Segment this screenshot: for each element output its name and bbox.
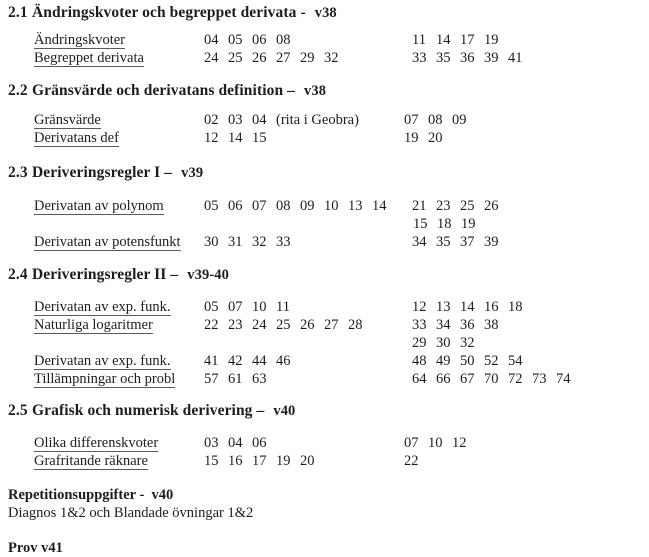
exercise-number: 34: [436, 317, 451, 333]
exercise-number: 39: [484, 234, 499, 250]
exercise-number: 13: [436, 299, 451, 315]
section-2-3: [0, 148, 649, 252]
exercise-number: 25: [276, 317, 291, 333]
section-rows: [0, 198, 649, 252]
exercise-number: 54: [508, 353, 523, 369]
exercise-number: 26: [300, 317, 315, 333]
right-exercise-numbers: [412, 299, 532, 316]
exercise-number: 61: [228, 371, 243, 387]
exercise-number: 16: [484, 299, 499, 315]
exercise-number: 46: [276, 353, 291, 369]
exercise-number: 41: [508, 50, 523, 66]
section-rows: [0, 32, 649, 68]
exercise-number: 07: [252, 198, 267, 214]
right-exercise-numbers: [412, 335, 484, 352]
topic-label: Gränsvärde: [34, 112, 101, 128]
exercise-number: 11: [276, 299, 290, 315]
topic-row: [0, 234, 649, 252]
left-exercise-numbers: [204, 371, 412, 388]
exercise-number: 13: [348, 198, 363, 214]
topic-label: Derivatans def: [34, 130, 119, 146]
exercise-number: 31: [228, 234, 243, 250]
exercise-number: 29: [300, 50, 315, 66]
exercise-number: 14: [436, 32, 451, 48]
section-2-4: [0, 252, 649, 389]
section-2-1: [0, 0, 649, 68]
topic-label: Tillämpningar och probl: [34, 371, 176, 387]
exercise-number: 37: [460, 234, 475, 250]
right-exercise-numbers: [412, 198, 508, 215]
exercise-number: 11: [412, 32, 426, 48]
exercise-number: 57: [204, 371, 219, 387]
topic-label: Olika differenskvoter: [34, 435, 159, 451]
section-week: v39: [181, 165, 204, 181]
topic-row: [0, 32, 649, 50]
section-number: 2.1: [8, 4, 28, 21]
exercise-number: 26: [484, 198, 499, 214]
exercise-number: 20: [428, 130, 443, 146]
exercise-number: 15: [252, 130, 267, 146]
exercise-number: 32: [324, 50, 339, 66]
exercise-number: 08: [276, 198, 291, 214]
exercise-number: 30: [204, 234, 219, 250]
topic-row-continuation: [0, 216, 649, 234]
exercise-number: 44: [252, 353, 267, 369]
topic-row: [0, 50, 649, 68]
section-2-2: [0, 68, 649, 148]
left-exercise-numbers: [204, 435, 412, 452]
exercise-number: 03: [228, 112, 243, 128]
topic-label: Grafritande räknare: [34, 453, 148, 469]
exercise-number: 20: [300, 453, 315, 469]
section-heading: [0, 402, 649, 420]
exercise-number: 12: [452, 435, 467, 451]
right-exercise-numbers: [412, 234, 508, 251]
section-week: v38: [304, 83, 327, 99]
topic-label: Naturliga logaritmer: [34, 317, 153, 333]
exercise-number: 02: [204, 112, 219, 128]
exercise-number: 27: [276, 50, 291, 66]
exercise-number: 67: [460, 371, 475, 387]
exercise-number: 35: [436, 234, 451, 250]
exercise-number: 05: [204, 299, 219, 315]
exercise-number: 07: [228, 299, 243, 315]
section-title: Gränsvärde och derivatans definition –: [32, 82, 296, 99]
topic-label: Derivatan av polynom: [34, 198, 164, 214]
topic-row: [0, 198, 649, 216]
section-week: v39-40: [187, 267, 229, 283]
exercise-number: 19: [276, 453, 291, 469]
section-heading: [0, 82, 649, 100]
topic-label: Begreppet derivata: [34, 50, 144, 66]
exercise-number: 24: [204, 50, 219, 66]
exercise-number: 33: [276, 234, 291, 250]
exercise-number: 14: [228, 130, 243, 146]
exercise-number: 38: [484, 317, 499, 333]
topic-row: [0, 353, 649, 371]
exercise-number: 49: [436, 353, 451, 369]
exercise-number: 23: [436, 198, 451, 214]
exercise-number: 50: [460, 353, 475, 369]
exam-text: Prov v41: [8, 540, 63, 556]
exercise-number: 32: [252, 234, 267, 250]
section-number: 2.2: [8, 82, 28, 99]
exercise-number: 33: [412, 50, 427, 66]
section-2-5: [0, 389, 649, 471]
exercise-number: 10: [428, 435, 443, 451]
exercise-number: 25: [460, 198, 475, 214]
exercise-number: 63: [252, 371, 267, 387]
exercise-number: 34: [412, 234, 427, 250]
right-exercise-numbers: [412, 32, 508, 49]
left-exercise-numbers: [204, 299, 412, 316]
exercise-number: 70: [484, 371, 499, 387]
exercise-number: 10: [252, 299, 267, 315]
section-number: 2.3: [8, 164, 28, 181]
exercise-number: 04: [252, 112, 267, 128]
right-exercise-numbers: [412, 353, 532, 370]
exercise-number: 07: [404, 435, 419, 451]
exercise-number: 14: [460, 299, 475, 315]
section-rows: [0, 299, 649, 389]
exercise-number: 08: [276, 32, 291, 48]
exercise-number: 09: [452, 112, 467, 128]
exercise-number: 04: [228, 435, 243, 451]
left-exercise-numbers: [204, 112, 412, 129]
section-heading: [0, 266, 649, 284]
exercise-number: 12: [412, 299, 427, 315]
section-title: Deriveringsregler II –: [32, 266, 179, 283]
exercise-number: 06: [228, 198, 243, 214]
exercise-number: 27: [324, 317, 339, 333]
exercise-number: 22: [404, 453, 419, 469]
exercise-number: 23: [228, 317, 243, 333]
exercise-number: 19: [404, 130, 419, 146]
exercise-number: 09: [300, 198, 315, 214]
exercise-number: 07: [404, 112, 419, 128]
exercise-number: 08: [428, 112, 443, 128]
exercise-number: 18: [508, 299, 523, 315]
repetition-heading: Repetitionsuppgifter - v40: [8, 487, 174, 503]
exercise-number: 06: [252, 32, 267, 48]
section-title: Deriveringsregler I –: [32, 164, 173, 181]
left-exercise-numbers: [204, 353, 412, 370]
exercise-number: 32: [460, 335, 475, 351]
exercise-number: 64: [412, 371, 427, 387]
section-number: 2.4: [8, 266, 28, 283]
exercise-number: 48: [412, 353, 427, 369]
right-exercise-numbers: [404, 112, 476, 129]
right-exercise-numbers: [404, 435, 476, 452]
right-exercise-numbers: [404, 453, 428, 470]
topic-row: [0, 299, 649, 317]
exercise-number: 16: [228, 453, 243, 469]
right-exercise-numbers: [412, 371, 580, 388]
exercise-number: 03: [204, 435, 219, 451]
exercise-number: 52: [484, 353, 499, 369]
exercise-number: 17: [252, 453, 267, 469]
topic-label: Ändringskvoter: [34, 32, 126, 48]
exercise-number: 35: [436, 50, 451, 66]
topic-row: [0, 130, 649, 148]
topic-row: [0, 435, 649, 453]
section-heading: [0, 4, 649, 22]
exercise-note: (rita i Geobra): [276, 112, 359, 128]
section-number: 2.5: [8, 402, 28, 419]
section-rows: [0, 435, 649, 471]
section-heading: [0, 164, 649, 182]
topic-label: Derivatan av potensfunkt: [34, 234, 181, 250]
left-exercise-numbers: [204, 234, 412, 251]
exercise-number: 29: [412, 335, 427, 351]
topic-label: Derivatan av exp. funk.: [34, 353, 171, 369]
exercise-number: 26: [252, 50, 267, 66]
right-exercise-numbers: [412, 50, 532, 67]
exercise-number: 18: [437, 216, 452, 232]
exercise-number: 05: [228, 32, 243, 48]
topic-row-continuation: [0, 335, 649, 353]
exercise-number: 36: [460, 317, 475, 333]
section-week: v38: [314, 5, 337, 21]
topic-row: [0, 371, 649, 389]
exercise-number: 74: [556, 371, 571, 387]
topic-label: Derivatan av exp. funk.: [34, 299, 171, 315]
exercise-number: 42: [228, 353, 243, 369]
section-title: Ändringskvoter och begreppet derivata -: [32, 4, 306, 21]
exercise-number: 17: [460, 32, 475, 48]
right-exercise-numbers: [412, 317, 508, 334]
right-exercise-numbers: [404, 130, 452, 147]
exercise-number: 41: [204, 353, 219, 369]
exercise-number: 19: [484, 32, 499, 48]
exercise-number: 15: [413, 216, 428, 232]
exercise-number: 04: [204, 32, 219, 48]
left-exercise-numbers: [204, 32, 412, 49]
exercise-number: 06: [252, 435, 267, 451]
left-exercise-numbers: [204, 317, 412, 334]
left-exercise-numbers: [204, 130, 412, 147]
exercise-number: 21: [412, 198, 427, 214]
exercise-number: 24: [252, 317, 267, 333]
exercise-number: 10: [324, 198, 339, 214]
exercise-number: 33: [412, 317, 427, 333]
exercise-number: 39: [484, 50, 499, 66]
exercise-number: 66: [436, 371, 451, 387]
exercise-number: 15: [204, 453, 219, 469]
topic-row: [0, 453, 649, 471]
exercise-number: 19: [461, 216, 476, 232]
left-exercise-numbers: [204, 50, 412, 67]
exercise-number: 72: [508, 371, 523, 387]
left-exercise-numbers: [204, 453, 412, 470]
footer-block: [0, 471, 649, 557]
exercise-number: 36: [460, 50, 475, 66]
right-exercise-numbers: [413, 216, 485, 233]
exercise-number: 05: [204, 198, 219, 214]
exercise-number: 12: [204, 130, 219, 146]
exercise-number: 28: [348, 317, 363, 333]
exercise-number: 25: [228, 50, 243, 66]
exercise-number: 30: [436, 335, 451, 351]
section-rows: [0, 112, 649, 148]
repetition-text: Diagnos 1&2 och Blandade övningar 1&2: [8, 505, 254, 521]
topic-row: [0, 317, 649, 335]
section-week: v40: [273, 403, 296, 419]
exercise-number: 14: [372, 198, 387, 214]
left-exercise-numbers: [204, 198, 412, 215]
topic-row: [0, 112, 649, 130]
exercise-number: 73: [532, 371, 547, 387]
exercise-number: 22: [204, 317, 219, 333]
section-title: Grafisk och numerisk derivering –: [32, 402, 265, 419]
